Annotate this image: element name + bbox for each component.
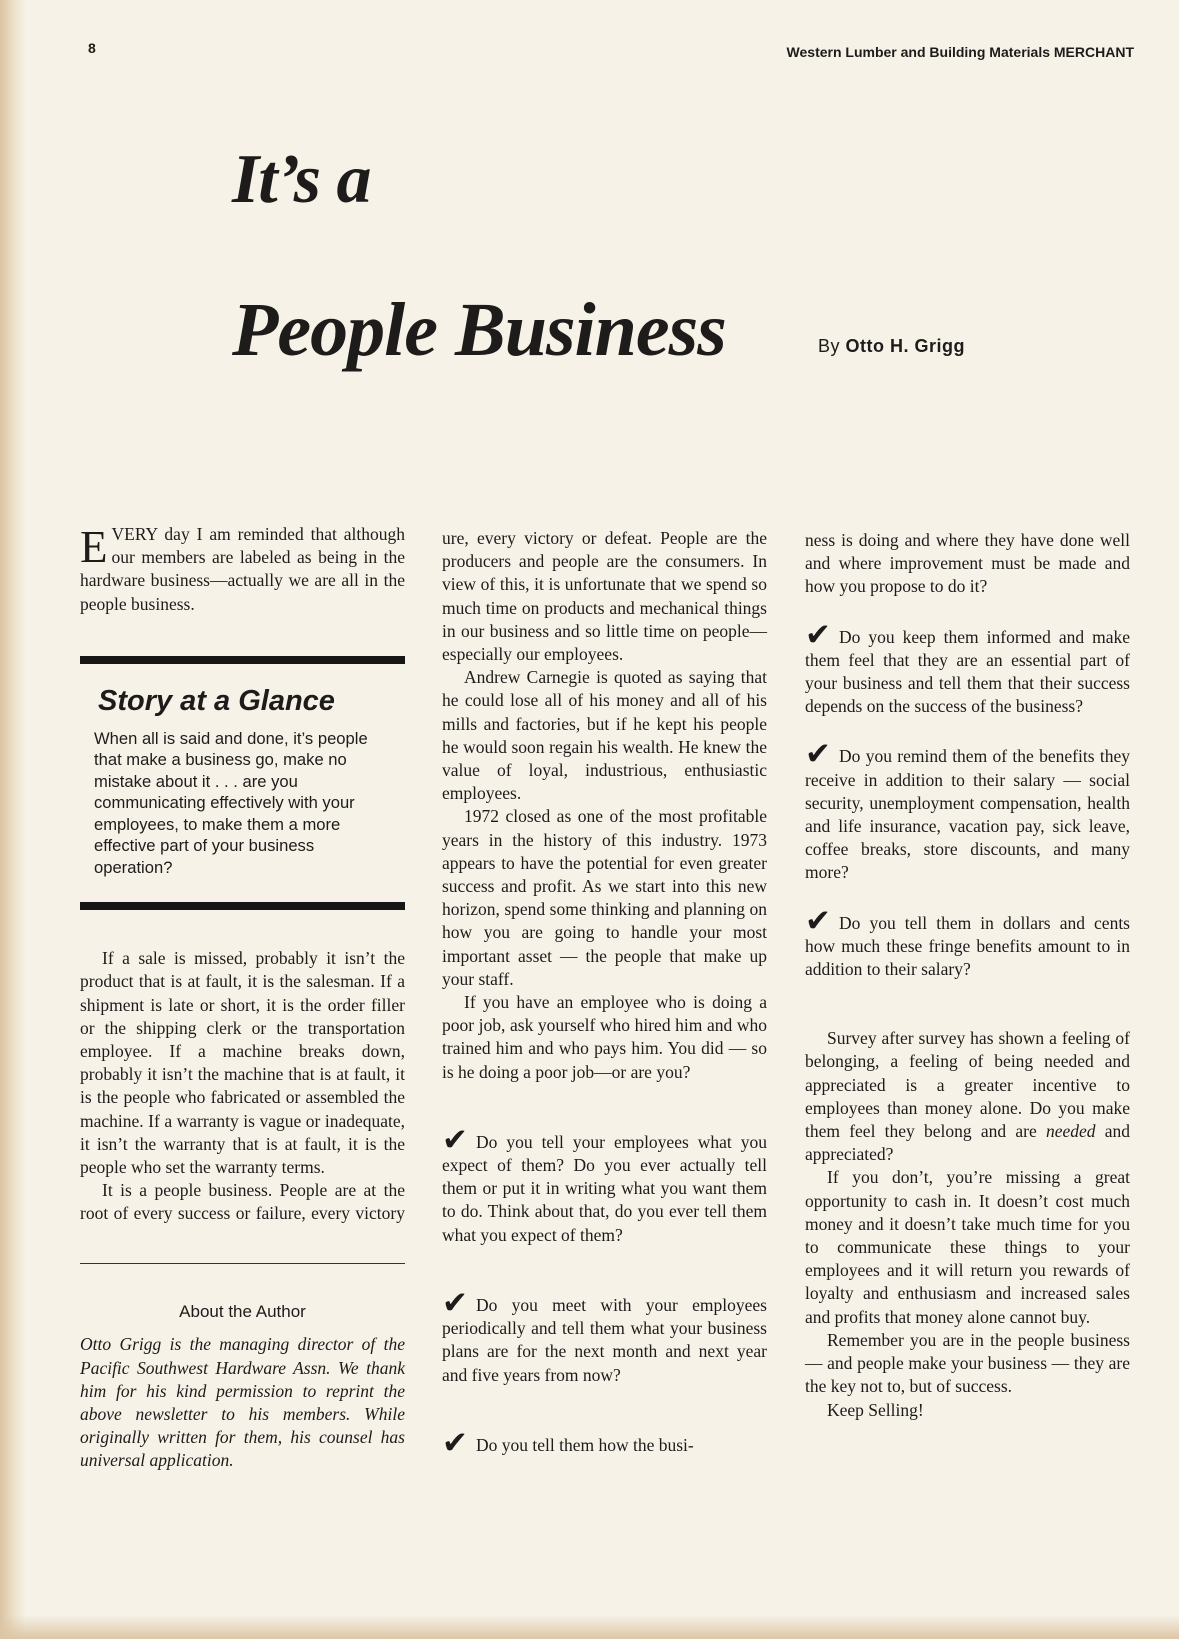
column-1 bbox=[80, 523, 405, 1473]
body-paragraph-2: It is a people business. People are at the root of every success or failure, every victory bbox=[80, 1180, 405, 1224]
glance-title: Story at a Glance bbox=[98, 684, 335, 717]
question-3-start: ✔ Do you tell them how the busi- bbox=[442, 1424, 694, 1461]
body-paragraph-2-continued: ure, every victory or defeat. People are the producers and people are the consumers. In view of this, it is unfortunate that we spend so much time on products and mechanical things in our business and so little time on people—especially our employees. bbox=[442, 528, 767, 665]
question-2: ✔ Do you meet with your employees periodically and tell them what your business plans are for the next month and next year and five years from now? bbox=[442, 1284, 767, 1385]
sign-off: Keep Selling! bbox=[827, 1399, 924, 1420]
question-4: ✔ Do you keep them informed and make them feel that they are an essential part of your business and tell them that their success depends on the success of the business? bbox=[805, 616, 1130, 717]
closing-paragraph-3: Remember you are in the people business — and people make your business — they are the key not to, but of success. bbox=[805, 1329, 1130, 1397]
column-2 bbox=[442, 527, 767, 1461]
author-divider bbox=[80, 1263, 405, 1264]
closing-paragraph-2: If you don’t, you’re missing a great opportunity to cash in. It doesn’t cost much money and it doesn’t take much time for you to communicate these things to your employees and it will return you rewards of loyalty and enthusiasm and increased sales and profits that money alone cannot buy. bbox=[805, 1167, 1130, 1327]
page-edge-shadow bbox=[0, 0, 26, 1639]
column-3 bbox=[805, 529, 1130, 1422]
author-name: Otto H. Grigg bbox=[845, 336, 966, 356]
body-paragraph-1: If a sale is missed, probably it isn’t the product that is at fault, it is the salesman. If a shipment is late or short, it is the order filler or the shipping clerk or the transportation employee. If a machine breaks down, probably it isn’t the machine that is at fault, it is the people who fabricated or assembled the machine. If a warranty is vague or inadequate, it isn’t the warranty that is at fault, it is the people who set the warranty terms. bbox=[80, 948, 405, 1178]
running-header: Western Lumber and Building Materials MERCHANT bbox=[786, 44, 1134, 60]
question-3-continued: ness is doing and where they have done well and where improvement must be made and how you propose to do it? bbox=[805, 530, 1130, 597]
question-6: ✔ Do you tell them in dollars and cents how much these fringe benefits amount to in addition to their salary? bbox=[805, 902, 1130, 980]
emphasis-needed: needed bbox=[1045, 1121, 1096, 1142]
drop-cap: E bbox=[80, 522, 108, 572]
page-edge-bottom bbox=[0, 1615, 1179, 1639]
question-5: ✔ Do you remind them of the benefits they receive in addition to their salary — social security, unemployment compensation, health and life insurance, vacation pay, sick leave, coffee breaks, store discounts, and many more? bbox=[805, 736, 1130, 883]
body-paragraph-3: Andrew Carnegie is quoted as saying that he could lose all of his money and all of his mills and factories, but if he kept his people he would soon regain his wealth. He knew the value of loyal, industrious, enthusiastic employees. bbox=[442, 667, 767, 804]
check-icon: ✔ bbox=[442, 1424, 468, 1461]
body-paragraph-4: 1972 closed as one of the most profitable years in the history of this industry. 1973 appears to have the potential for even greater success and profit. As we start into this new horizon, spend some thinking and planning on how you are going to handle your most important asset — the people that make up your staff. bbox=[442, 806, 767, 989]
check-icon: ✔ bbox=[442, 1121, 468, 1158]
glance-text: When all is said and done, it’s people that make a business go, make no mistake about it . . . are you communicating effectively with your employees, to make them a more effective part of your business operation? bbox=[94, 728, 368, 877]
intro-paragraph bbox=[80, 523, 405, 616]
about-author-text: Otto Grigg is the managing director of the Pacific Southwest Hardware Assn. We thank him for his kind permission to reprint the above newsletter to his members. While originally written for them, his counsel has universal application. bbox=[80, 1334, 405, 1471]
question-1: ✔ Do you tell your employees what you expect of them? Do you ever actually tell them or put it in writing what you want them to do. Think about that, do you ever tell them what you expect of them? bbox=[442, 1121, 767, 1245]
glance-bottom-rule bbox=[80, 902, 405, 910]
about-author-title: About the Author bbox=[179, 1302, 306, 1322]
article-title-line2: People Business bbox=[232, 288, 726, 372]
intro-text: VERY day I am reminded that although our members are labeled as being in the hardware business—actually we are all in the people business. bbox=[80, 524, 405, 614]
check-icon: ✔ bbox=[442, 1284, 468, 1321]
page-number: 8 bbox=[88, 40, 96, 56]
closing-paragraph-1: Survey after survey has shown a feeling of belonging, a feeling of being needed and appreciated is a greater incentive to employees than money alone. Do you make them feel they belong and are needed and appreciated? bbox=[805, 1028, 1131, 1165]
check-icon: ✔ bbox=[805, 902, 831, 939]
body-paragraph-5: If you have an employee who is doing a poor job, ask yourself who hired him and who trained him and who pays him. You did — so is he doing a poor job—or are you? bbox=[442, 992, 767, 1082]
byline bbox=[818, 336, 965, 357]
check-icon: ✔ bbox=[805, 616, 831, 653]
glance-top-rule bbox=[80, 656, 405, 664]
byline-prefix: By bbox=[818, 336, 841, 356]
story-at-a-glance-box bbox=[80, 656, 405, 910]
article-title-line1: It’s a bbox=[232, 141, 371, 218]
check-icon: ✔ bbox=[805, 736, 831, 773]
